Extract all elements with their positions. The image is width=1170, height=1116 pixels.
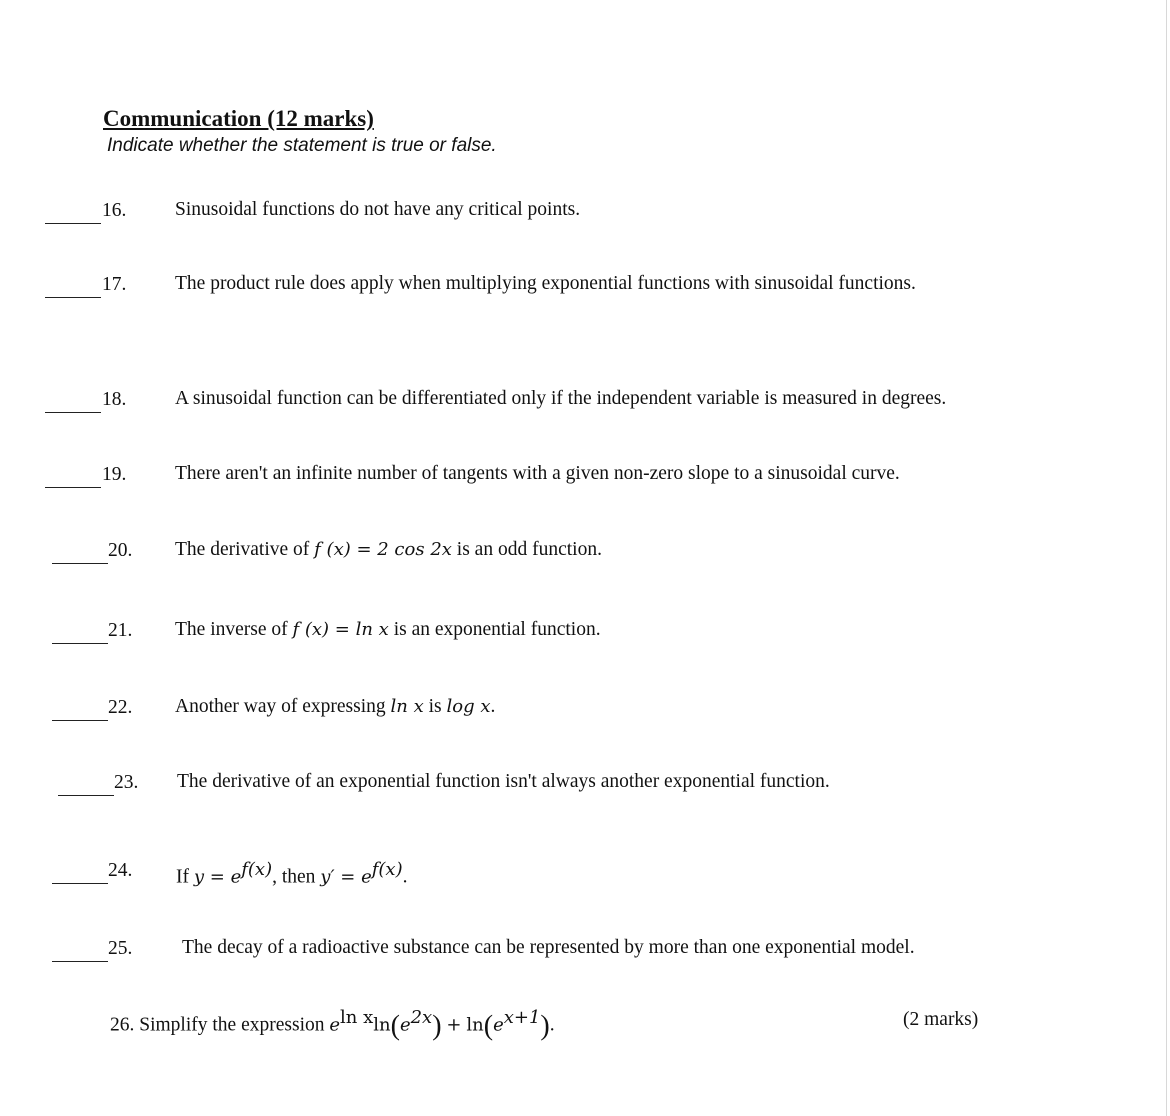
math-y-prime: y′ = e [320, 866, 372, 888]
math-ln: ln [373, 1014, 391, 1036]
question-number: 16. [102, 200, 127, 221]
math-ln: ln [466, 1014, 484, 1036]
text-before: Another way of expressing [175, 696, 391, 717]
math-period: . [549, 1014, 555, 1036]
right-paren: ) [540, 1010, 550, 1042]
answer-blank[interactable] [45, 223, 101, 224]
answer-blank[interactable] [52, 883, 108, 884]
text-before: If [176, 866, 194, 888]
question-number: 22. [108, 697, 133, 718]
question-number: 18. [102, 389, 127, 410]
question-text [175, 611, 1005, 649]
answer-blank[interactable] [45, 412, 101, 413]
math-superscript: ln x [340, 1007, 374, 1028]
question-26 [110, 1007, 555, 1043]
math-expression: f (x) = 2 cos 2x [314, 539, 452, 560]
text-middle: , then [272, 866, 321, 888]
math-ln: ln x [390, 696, 424, 717]
question-number: 25. [108, 938, 133, 959]
question-number: 23. [114, 772, 139, 793]
math-base-e: e [493, 1014, 504, 1036]
right-paren: ) [432, 1010, 442, 1042]
question-20 [0, 540, 1160, 620]
question-26-label: 26. Simplify the expression [110, 1014, 330, 1036]
question-text [175, 531, 1005, 569]
question-number: 17. [102, 274, 127, 295]
question-text: Sinusoidal functions do not have any critical points. [175, 199, 581, 220]
answer-blank[interactable] [52, 563, 108, 564]
marks-label: (2 marks) [903, 1009, 979, 1030]
question-text: The decay of a radioactive substance can be represented by more than one exponential model. [182, 937, 915, 958]
question-text: There aren't an infinite number of tangents with a given non-zero slope to a sinusoidal curve. [175, 463, 900, 484]
question-text [175, 688, 1005, 726]
math-y-equals: y = e [193, 866, 242, 888]
math-expression: f (x) = ln x [292, 619, 389, 640]
math-base-e: e [399, 1014, 411, 1036]
text-after: . [490, 696, 496, 717]
math-superscript: f(x) [241, 859, 273, 880]
text-after: . [402, 866, 408, 888]
answer-blank[interactable] [52, 643, 108, 644]
answer-blank[interactable] [45, 487, 101, 488]
section-title: Communication (12 marks) [103, 106, 374, 131]
text-middle: is [423, 696, 447, 717]
question-24 [0, 860, 1160, 940]
math-superscript: x+1 [503, 1007, 541, 1028]
math-superscript: 2x [410, 1007, 433, 1028]
answer-blank[interactable] [45, 297, 101, 298]
question-number: 19. [102, 464, 127, 485]
math-base-e: e [329, 1014, 341, 1036]
left-paren: ( [390, 1010, 400, 1042]
text-before: The derivative of [175, 539, 315, 560]
question-25 [0, 938, 1160, 1018]
answer-blank[interactable] [52, 961, 108, 962]
answer-blank[interactable] [58, 795, 114, 796]
text-before: The inverse of [175, 619, 293, 640]
math-plus: + [446, 1014, 462, 1036]
answer-blank[interactable] [52, 720, 108, 721]
question-number: 21. [108, 620, 133, 641]
question-text [176, 851, 1006, 897]
text-after: is an odd function. [451, 539, 602, 560]
question-17 [0, 274, 1160, 354]
math-log: log x [446, 696, 491, 717]
math-superscript: f(x) [371, 859, 403, 880]
text-after: is an exponential function. [388, 619, 601, 640]
question-number: 24. [108, 860, 133, 881]
question-23 [0, 772, 1160, 852]
question-text: The derivative of an exponential function isn't always another exponential function. [177, 771, 830, 792]
page-edge [1166, 0, 1167, 1116]
question-number: 20. [108, 540, 133, 561]
instructions: Indicate whether the statement is true or false. [107, 135, 497, 156]
left-paren: ( [483, 1010, 494, 1042]
question-text: A sinusoidal function can be differentiated only if the independent variable is measured in degrees. [175, 388, 947, 409]
question-text: The product rule does apply when multiplying exponential functions with sinusoidal functions. [175, 273, 916, 294]
